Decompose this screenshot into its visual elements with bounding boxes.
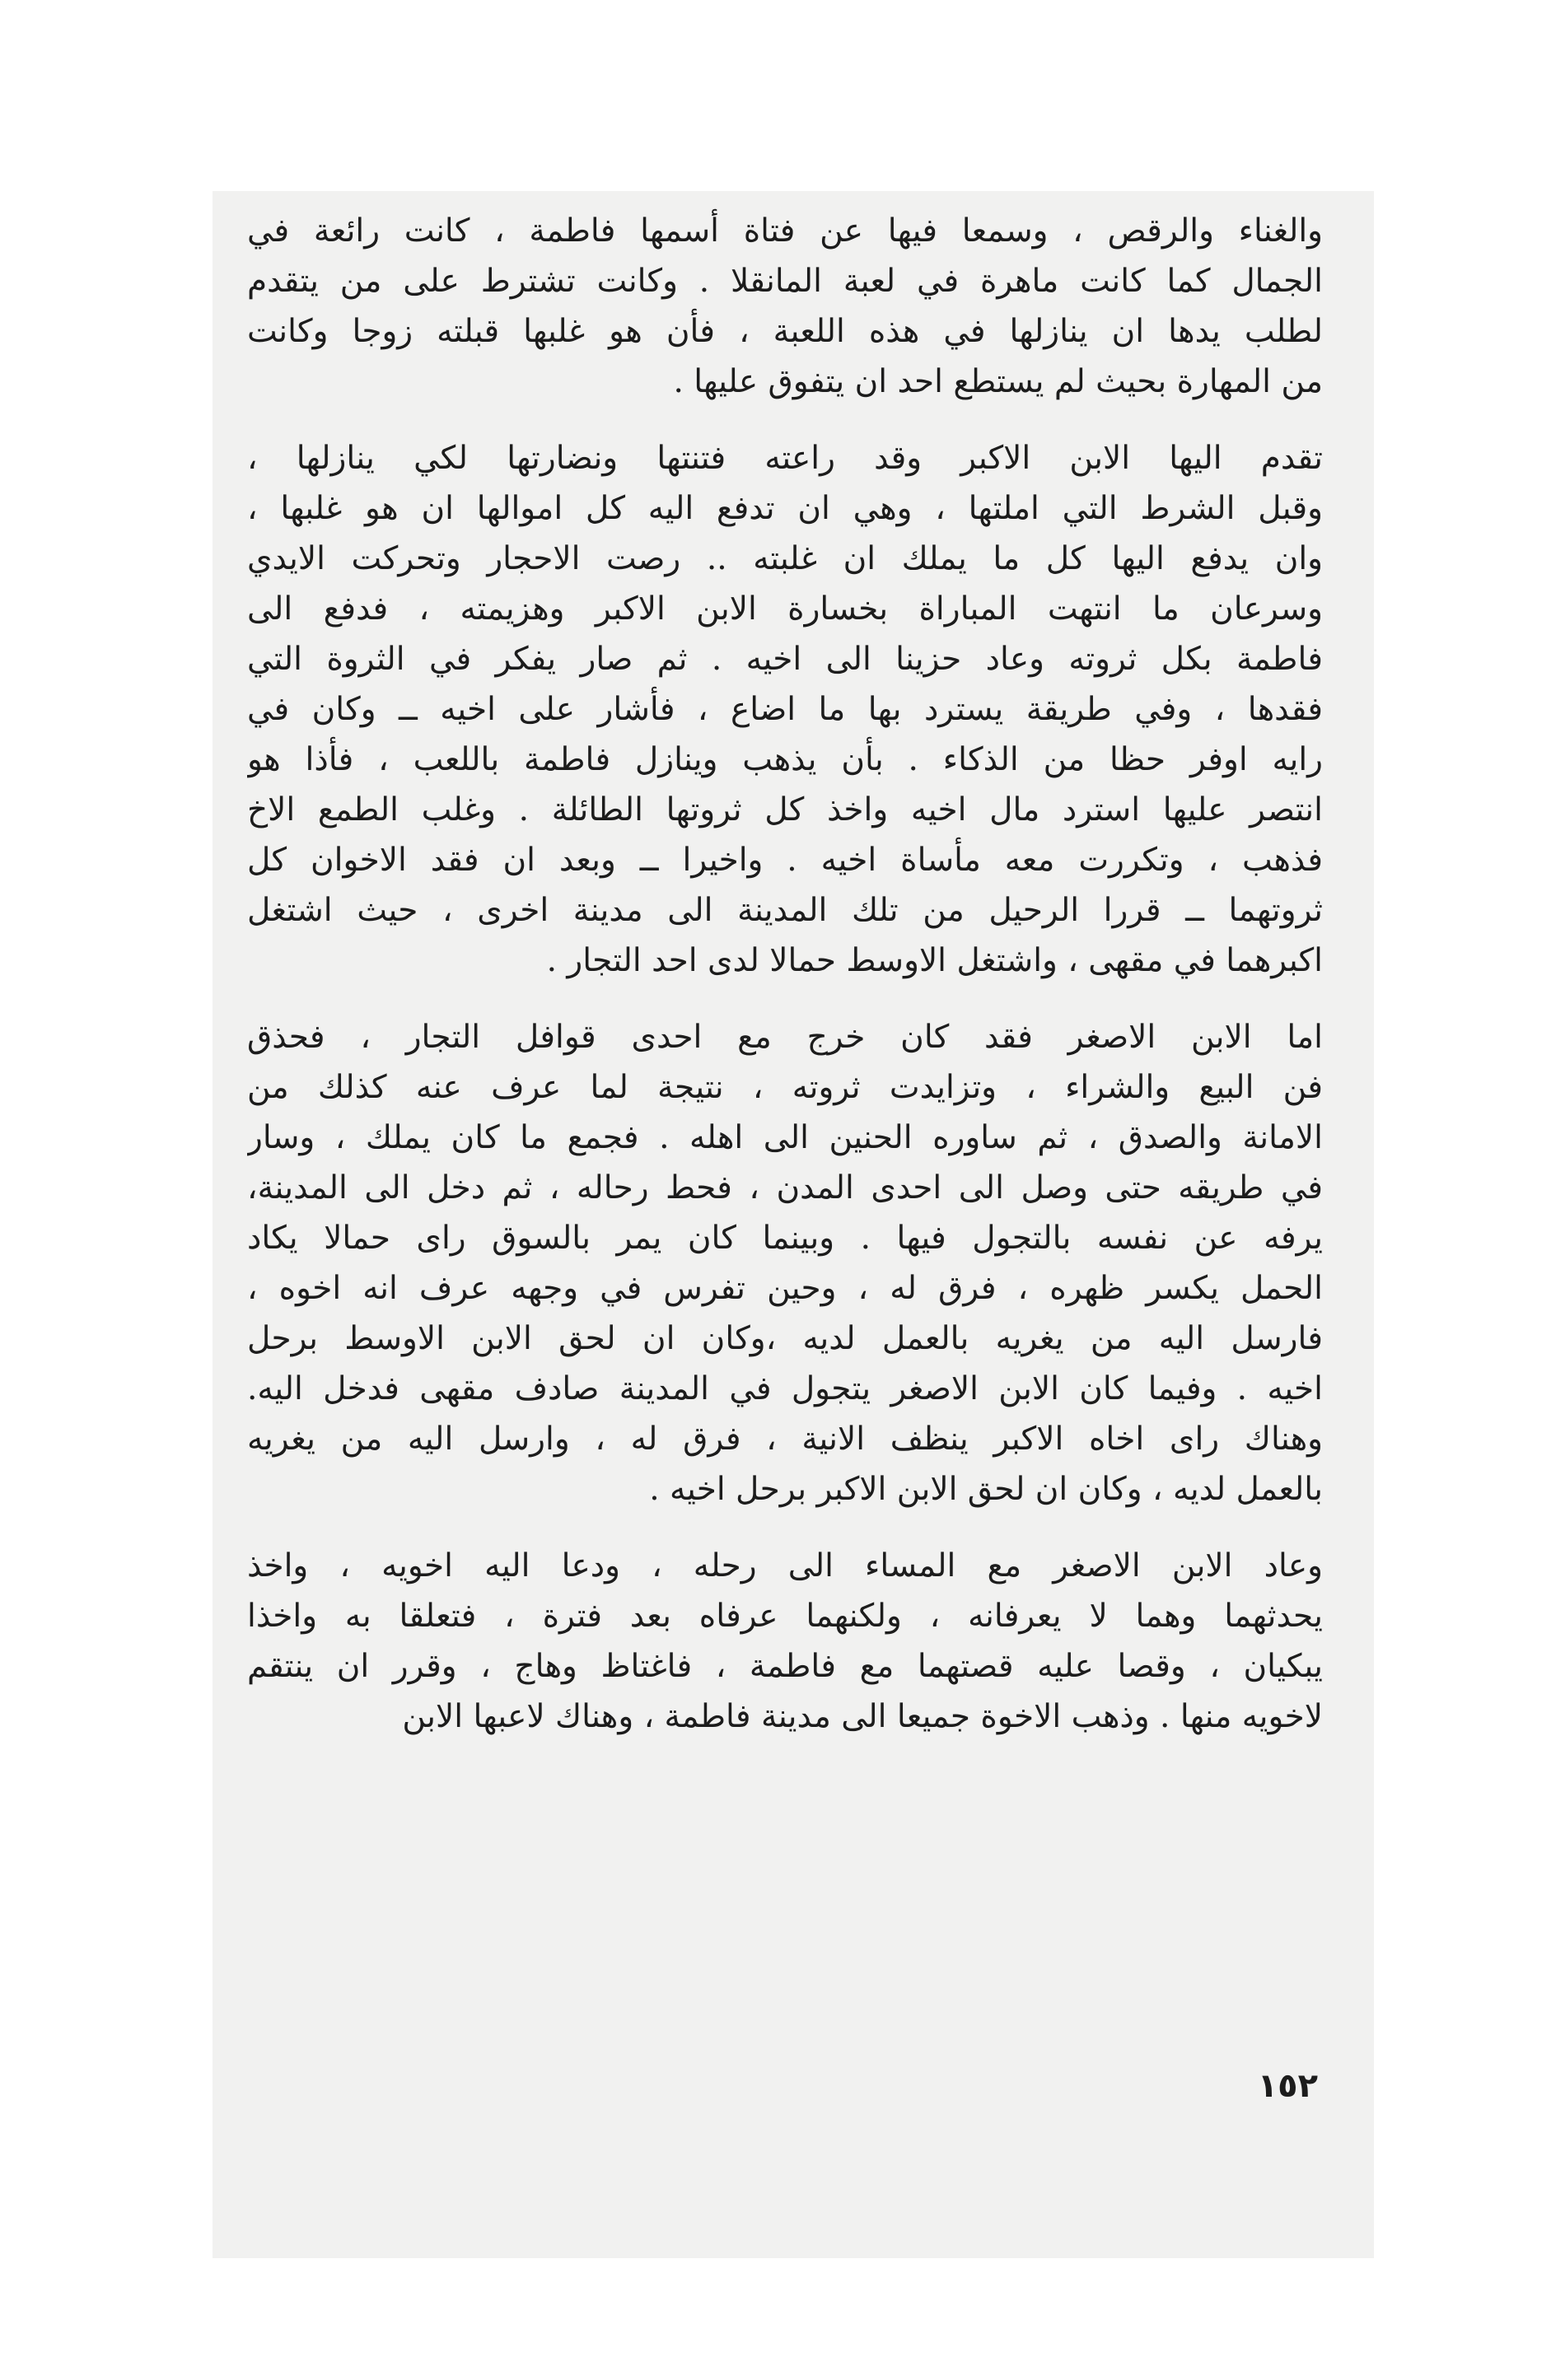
text-line: فن البيع والشراء ، وتزايدت ثروته ، نتيجة لما عرف عنه كذلك من [247, 1069, 1323, 1106]
paragraph [247, 1012, 1323, 1514]
text-line: ثروتهما ــ قررا الرحيل من تلك المدينة الى مدينة اخرى ، حيث اشتغل [247, 892, 1323, 929]
text-line: وعاد الابن الاصغر مع المساء الى رحله ، ودعا اليه اخويه ، واخذ [247, 1547, 1323, 1584]
text-line: يحدثهما وهما لا يعرفانه ، ولكنهما عرفاه بعد فترة ، فتعلقا به واخذا [247, 1598, 1323, 1635]
text-line: لطلب يدها ان ينازلها في هذه اللعبة ، فأن هو غلبها قبلته زوجا وكانت [247, 313, 1323, 350]
text-line: وسرعان ما انتهت المباراة بخسارة الابن الاكبر وهزيمته ، فدفع الى [247, 590, 1323, 628]
paragraph [247, 433, 1323, 986]
text-line: اكبرهما في مقهى ، واشتغل الاوسط حمالا لدى احد التجار . [546, 942, 1323, 979]
text-line: يرفه عن نفسه بالتجول فيها . وبينما كان يمر بالسوق راى حمالا يكاد [247, 1220, 1323, 1257]
text-line: وان يدفع اليها كل ما يملك ان غلبته .. رصت الاحجار وتحركت الايدي [247, 540, 1323, 577]
paragraph-gap [247, 1514, 1323, 1541]
page-body-text [247, 206, 1323, 1742]
text-line: فقدها ، وفي طريقة يسترد بها ما اضاع ، فأشار على اخيه ــ وكان في [247, 691, 1323, 728]
text-line: فاطمة بكل ثروته وعاد حزينا الى اخيه . ثم صار يفكر في الثروة التي [247, 641, 1323, 678]
text-line: من المهارة بحيث لم يستطع احد ان يتفوق عليها . [673, 363, 1323, 400]
text-line: الحمل يكسر ظهره ، فرق له ، وحين تفرس في وجهه عرف انه اخوه ، [247, 1270, 1323, 1307]
text-line: فذهب ، وتكررت معه مأساة اخيه . واخيرا ــ وبعد ان فقد الاخوان كل [247, 842, 1323, 879]
paragraph [247, 1541, 1323, 1742]
text-line: وقبل الشرط التي املتها ، وهي ان تدفع اليه كل اموالها ان هو غلبها ، [247, 490, 1323, 527]
paragraph-gap [247, 407, 1323, 433]
text-line: يبكيان ، وقصا عليه قصتهما مع فاطمة ، فاغتاظ وهاج ، وقرر ان ينتقم [247, 1648, 1323, 1685]
text-line: انتصر عليها استرد مال اخيه واخذ كل ثروتها الطائلة . وغلب الطمع الاخ [247, 791, 1323, 828]
text-line: والغناء والرقص ، وسمعا فيها عن فتاة أسمها فاطمة ، كانت رائعة في [247, 212, 1323, 250]
paragraph-gap [247, 986, 1323, 1012]
text-line: الامانة والصدق ، ثم ساوره الحنين الى اهله . فجمع ما كان يملك ، وسار [247, 1119, 1323, 1156]
text-line: بالعمل لديه ، وكان ان لحق الابن الاكبر برحل اخيه . [649, 1471, 1323, 1508]
text-line: فارسل اليه من يغريه بالعمل لديه ،وكان ان لحق الابن الاوسط برحل [247, 1320, 1323, 1357]
text-line: في طريقه حتى وصل الى احدى المدن ، فحط رحاله ، ثم دخل الى المدينة، [247, 1169, 1323, 1206]
text-line: تقدم اليها الابن الاكبر وقد راعته فتنتها ونضارتها لكي ينازلها ، [247, 440, 1323, 477]
text-line: وهناك راى اخاه الاكبر ينظف الانية ، فرق له ، وارسل اليه من يغريه [247, 1421, 1323, 1458]
text-line: الجمال كما كانت ماهرة في لعبة المانقلا . وكانت تشترط على من يتقدم [247, 263, 1323, 300]
text-line: رايه اوفر حظا من الذكاء . بأن يذهب وينازل فاطمة باللعب ، فأذا هو [247, 741, 1323, 778]
text-line: لاخويه منها . وذهب الاخوة جميعا الى مدينة فاطمة ، وهناك لاعبها الابن [402, 1698, 1323, 1735]
text-line: اخيه . وفيما كان الابن الاصغر يتجول في المدينة صادف مقهى فدخل اليه. [247, 1370, 1323, 1407]
paragraph [247, 206, 1323, 407]
page-number: ١٥٢ [1257, 2067, 1318, 2105]
text-line: اما الابن الاصغر فقد كان خرج مع احدى قوافل التجار ، فحذق [247, 1019, 1323, 1056]
